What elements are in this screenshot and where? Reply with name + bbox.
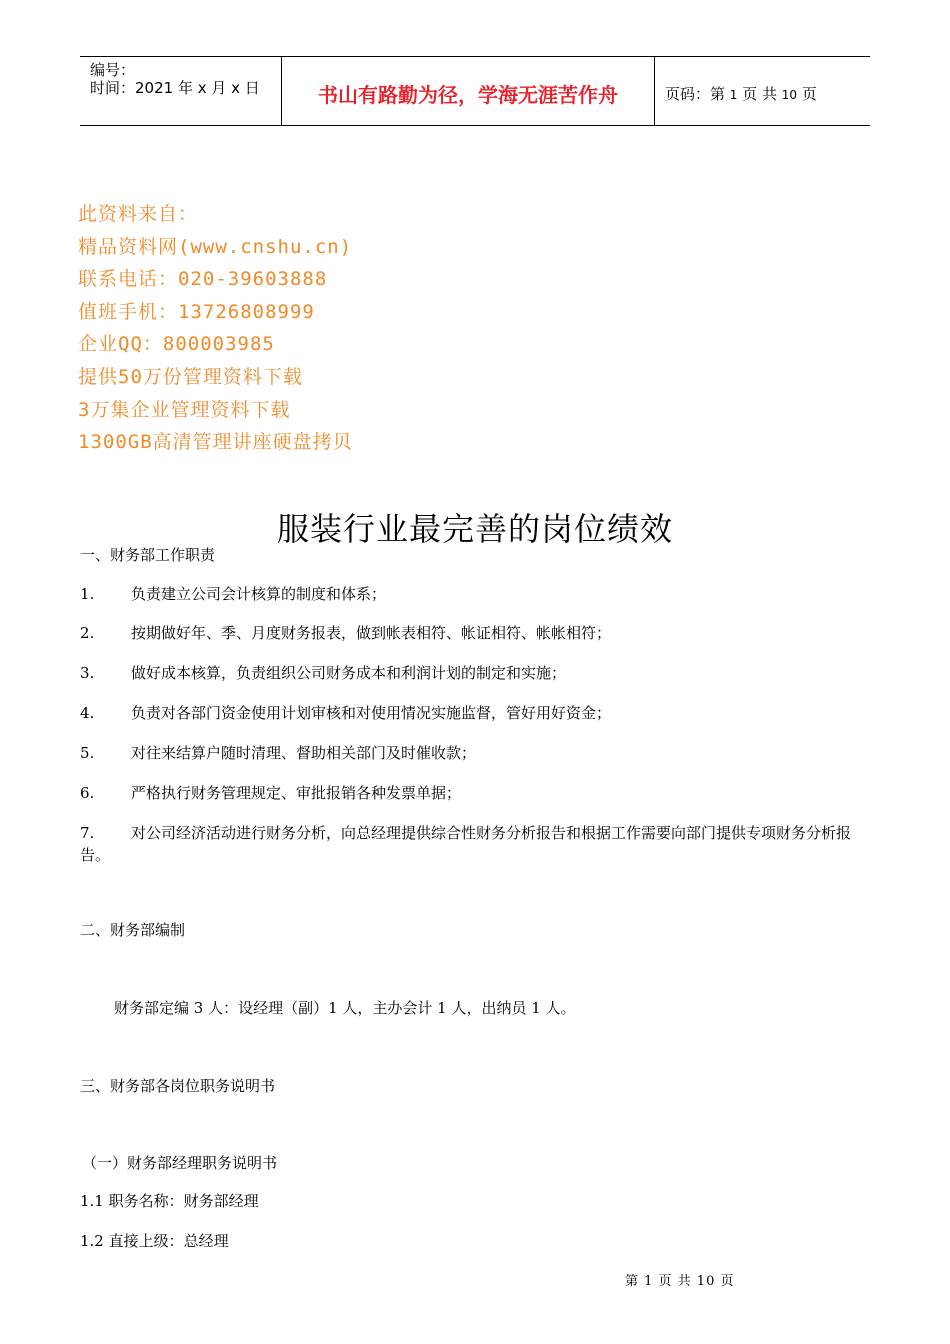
duty-number: 5. bbox=[80, 744, 95, 762]
duty-text: 对公司经济活动进行财务分析，向总经理提供综合性财务分析报告和根据工作需要向部门提供专项财务分析报告。 bbox=[80, 824, 852, 864]
job-field: 1.1 职务名称：财务部经理 bbox=[80, 1192, 259, 1210]
duty-text: 做好成本核算，负责组织公司财务成本和利润计划的制定和实施； bbox=[131, 664, 567, 682]
header-meta bbox=[90, 61, 260, 97]
section-heading: 三、财务部各岗位职务说明书 bbox=[80, 1077, 276, 1095]
section-heading: 一、财务部工作职责 bbox=[80, 546, 216, 564]
staffing-text: 财务部定编 3 人：设经理（副）1 人，主办会计 1 人，出纳员 1 人。 bbox=[114, 999, 576, 1017]
promo-line: 企业QQ：800003985 bbox=[78, 333, 275, 356]
page-number: 1 bbox=[729, 88, 738, 102]
doc-number-label: 编号： bbox=[90, 61, 136, 79]
duty-number: 4. bbox=[80, 704, 95, 722]
duty-text: 按期做好年、季、月度财务报表，做到帐表相符、帐证相符、帐帐相符； bbox=[131, 624, 612, 642]
promo-line: 精品资料网(www.cnshu.cn) bbox=[78, 235, 353, 258]
document-title: 服装行业最完善的岗位绩效 bbox=[276, 510, 673, 548]
duty-item bbox=[80, 702, 611, 723]
section-heading: 二、财务部编制 bbox=[80, 921, 186, 939]
duty-number: 2. bbox=[80, 624, 95, 642]
duty-item bbox=[80, 742, 476, 763]
page-total: 10 bbox=[781, 88, 798, 102]
duty-text: 负责建立公司会计核算的制度和体系； bbox=[131, 585, 387, 603]
header-motto: 书山有路勤为径，学海无涯苦作舟 bbox=[318, 83, 618, 107]
duty-number: 7. bbox=[80, 824, 95, 842]
page-prefix: 页码：第 bbox=[665, 85, 726, 103]
duty-text: 对往来结算户随时清理、督助相关部门及时催收款； bbox=[131, 744, 477, 762]
promo-line: 3万集企业管理资料下载 bbox=[78, 398, 291, 421]
document-header bbox=[80, 56, 870, 126]
date-label: 时间：2021 年 x 月 x 日 bbox=[90, 79, 260, 97]
promo-line: 此资料来自： bbox=[78, 203, 199, 225]
duty-item bbox=[80, 782, 461, 803]
page-mid: 页 共 bbox=[742, 85, 777, 103]
duty-number: 1. bbox=[80, 585, 95, 603]
promo-line: 提供50万份管理资料下载 bbox=[78, 365, 303, 388]
subsection-heading: （一）财务部经理职务说明书 bbox=[82, 1154, 278, 1172]
duty-item bbox=[80, 662, 566, 683]
header-page-info bbox=[665, 83, 817, 104]
header-divider bbox=[654, 57, 655, 125]
promo-line: 1300GB高清管理讲座硬盘拷贝 bbox=[78, 431, 353, 454]
duty-text: 严格执行财务管理规定、审批报销各种发票单据； bbox=[131, 784, 462, 802]
duty-number: 6. bbox=[80, 784, 95, 802]
duty-text: 负责对各部门资金使用计划审核和对使用情况实施监督，管好用好资金； bbox=[131, 704, 612, 722]
duty-item bbox=[80, 583, 386, 604]
duty-number: 3. bbox=[80, 664, 95, 682]
promo-line: 联系电话：020-39603888 bbox=[78, 268, 328, 291]
promo-line: 值班手机：13726808999 bbox=[78, 300, 315, 323]
job-field: 1.2 直接上级：总经理 bbox=[80, 1232, 229, 1250]
duty-item bbox=[80, 822, 872, 866]
page-footer: 第 1 页 共 10 页 bbox=[625, 1274, 735, 1289]
duty-item bbox=[80, 622, 611, 643]
promo-block bbox=[78, 198, 353, 459]
page-suffix: 页 bbox=[801, 85, 817, 103]
